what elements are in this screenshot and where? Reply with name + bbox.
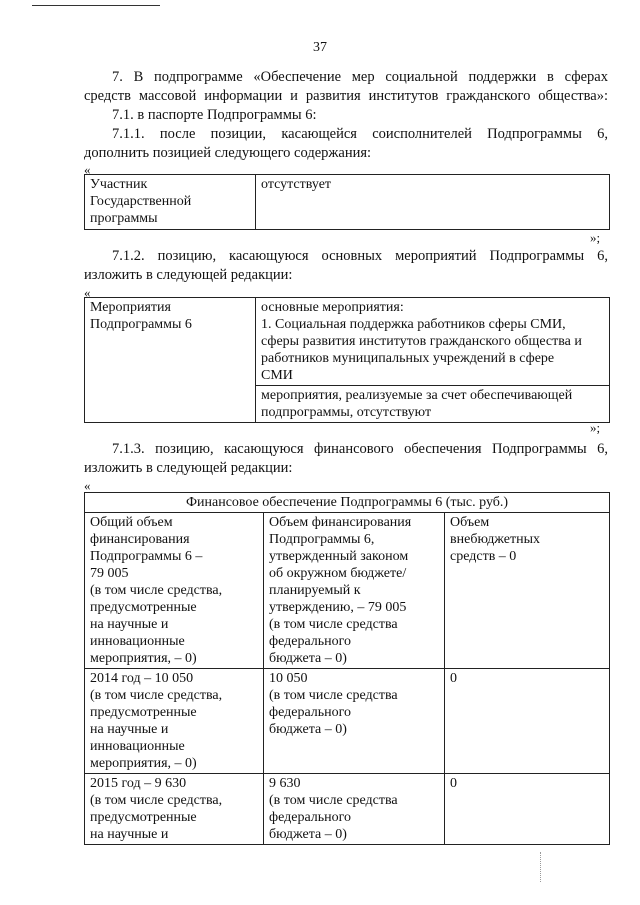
- paragraph-7-line2: средств массовой информации и развития институтов гражданского общества»:: [84, 88, 608, 104]
- paragraph-7-1-2-line1: 7.1.2. позицию, касающуюся основных мероприятий Подпрограммы 6,: [112, 248, 608, 264]
- cell-line: утвержденный законом: [269, 549, 409, 564]
- cell-line: мероприятия, – 0): [90, 756, 197, 771]
- table2-right-bottom-cell: [256, 386, 610, 423]
- table3-title: Финансовое обеспечение Подпрограммы 6 (тыс. руб.): [85, 493, 610, 513]
- cell-line: мероприятия, – 0): [90, 651, 197, 666]
- cell-line: инновационные: [90, 634, 185, 649]
- paragraph-7-1-1-line2: дополнить позицией следующего содержания:: [84, 145, 372, 161]
- table2-left-cell: [85, 298, 256, 423]
- table3-cell: [445, 774, 610, 845]
- cell-line: (в том числе средства: [269, 617, 398, 632]
- table1-right-cell: отсутствует: [256, 175, 610, 230]
- cell-line: об окружном бюджете/: [269, 566, 407, 581]
- cell-line: утверждению, – 79 005: [269, 600, 407, 615]
- cell-line: (в том числе средства: [269, 793, 398, 808]
- table2-right-line: основные мероприятия:: [261, 300, 404, 315]
- table3-cell: [264, 669, 445, 774]
- table2-left-line: Мероприятия: [90, 300, 171, 315]
- table1-left-line: Участник: [90, 177, 148, 192]
- close-quote: »;: [590, 230, 601, 245]
- cell-line: федерального: [269, 705, 352, 720]
- close-quote: »;: [590, 420, 601, 435]
- cell-line: 2015 год – 9 630: [90, 776, 187, 791]
- cell-line: (в том числе средства,: [90, 688, 223, 703]
- cell-line: 2014 год – 10 050: [90, 671, 194, 686]
- cell-line: 0: [450, 776, 457, 791]
- cell-line: Подпрограммы 6 –: [90, 549, 203, 564]
- cell-line: бюджета – 0): [269, 827, 347, 842]
- cell-line: планируемый к: [269, 583, 361, 598]
- table1-left-line: Государственной: [90, 194, 192, 209]
- table3-cell: [445, 669, 610, 774]
- cell-line: Подпрограммы 6,: [269, 532, 375, 547]
- paragraph-7-1-3-line1: 7.1.3. позицию, касающуюся финансового обеспечения Подпрограммы 6,: [112, 441, 608, 457]
- page-number: 37: [313, 40, 327, 55]
- cell-line: на научные и: [90, 722, 169, 737]
- open-quote: «: [84, 478, 91, 493]
- cell-line: федерального: [269, 634, 352, 649]
- table3-cell: [85, 513, 264, 669]
- cell-line: предусмотренные: [90, 705, 197, 720]
- cell-line: средств – 0: [450, 549, 517, 564]
- paragraph-7-1: 7.1. в паспорте Подпрограммы 6:: [112, 107, 317, 123]
- cell-line: (в том числе средства,: [90, 793, 223, 808]
- table-participant: [84, 174, 610, 230]
- table2-right-line: 1. Социальная поддержка работников сферы СМИ,: [261, 317, 566, 332]
- cell-line: Объем финансирования: [269, 515, 412, 530]
- cell-line: предусмотренные: [90, 810, 197, 825]
- cell-line: предусмотренные: [90, 600, 197, 615]
- header-rule: [32, 5, 160, 6]
- table-activities: [84, 297, 610, 423]
- table-financing: [84, 492, 610, 845]
- cell-line: 79 005: [90, 566, 129, 581]
- paragraph-7-1-2-line2: изложить в следующей редакции:: [84, 267, 293, 283]
- cell-line: 9 630: [269, 776, 301, 791]
- table2-right-top-cell: [256, 298, 610, 386]
- table3-cell: [445, 513, 610, 669]
- table2-right-line: мероприятия, реализуемые за счет обеспечивающей: [261, 388, 573, 403]
- margin-mark: [540, 852, 549, 882]
- cell-line: на научные и: [90, 617, 169, 632]
- table3-cell: [85, 669, 264, 774]
- table3-cell: [85, 774, 264, 845]
- table3-cell: [264, 774, 445, 845]
- table2-right-line: сферы развития институтов гражданского общества и: [261, 334, 582, 349]
- paragraph-7-1-3-line2: изложить в следующей редакции:: [84, 460, 293, 476]
- table1-left-line: программы: [90, 211, 158, 226]
- cell-line: внебюджетных: [450, 532, 541, 547]
- cell-line: Общий объем: [90, 515, 173, 530]
- cell-line: финансирования: [90, 532, 190, 547]
- cell-line: на научные и: [90, 827, 169, 842]
- paragraph-7-line1: 7. В подпрограмме «Обеспечение мер социальной поддержки в сферах: [112, 69, 608, 85]
- open-quote: «: [84, 162, 91, 177]
- table2-right-line: СМИ: [261, 368, 293, 383]
- cell-line: 0: [450, 671, 457, 686]
- cell-line: (в том числе средства,: [90, 583, 223, 598]
- cell-line: Объем: [450, 515, 490, 530]
- table2-right-line: подпрограммы, отсутствуют: [261, 405, 432, 420]
- table1-left-cell: [85, 175, 256, 230]
- cell-line: бюджета – 0): [269, 651, 347, 666]
- cell-line: бюджета – 0): [269, 722, 347, 737]
- paragraph-7-1-1-line1: 7.1.1. после позиции, касающейся соисполнителей Подпрограммы 6,: [112, 126, 608, 142]
- cell-line: (в том числе средства: [269, 688, 398, 703]
- table2-right-line: работников муниципальных учреждений в сфере: [261, 351, 555, 366]
- open-quote: «: [84, 285, 91, 300]
- table2-left-line: Подпрограммы 6: [90, 317, 192, 332]
- table3-cell: [264, 513, 445, 669]
- cell-line: федерального: [269, 810, 352, 825]
- cell-line: инновационные: [90, 739, 185, 754]
- cell-line: 10 050: [269, 671, 308, 686]
